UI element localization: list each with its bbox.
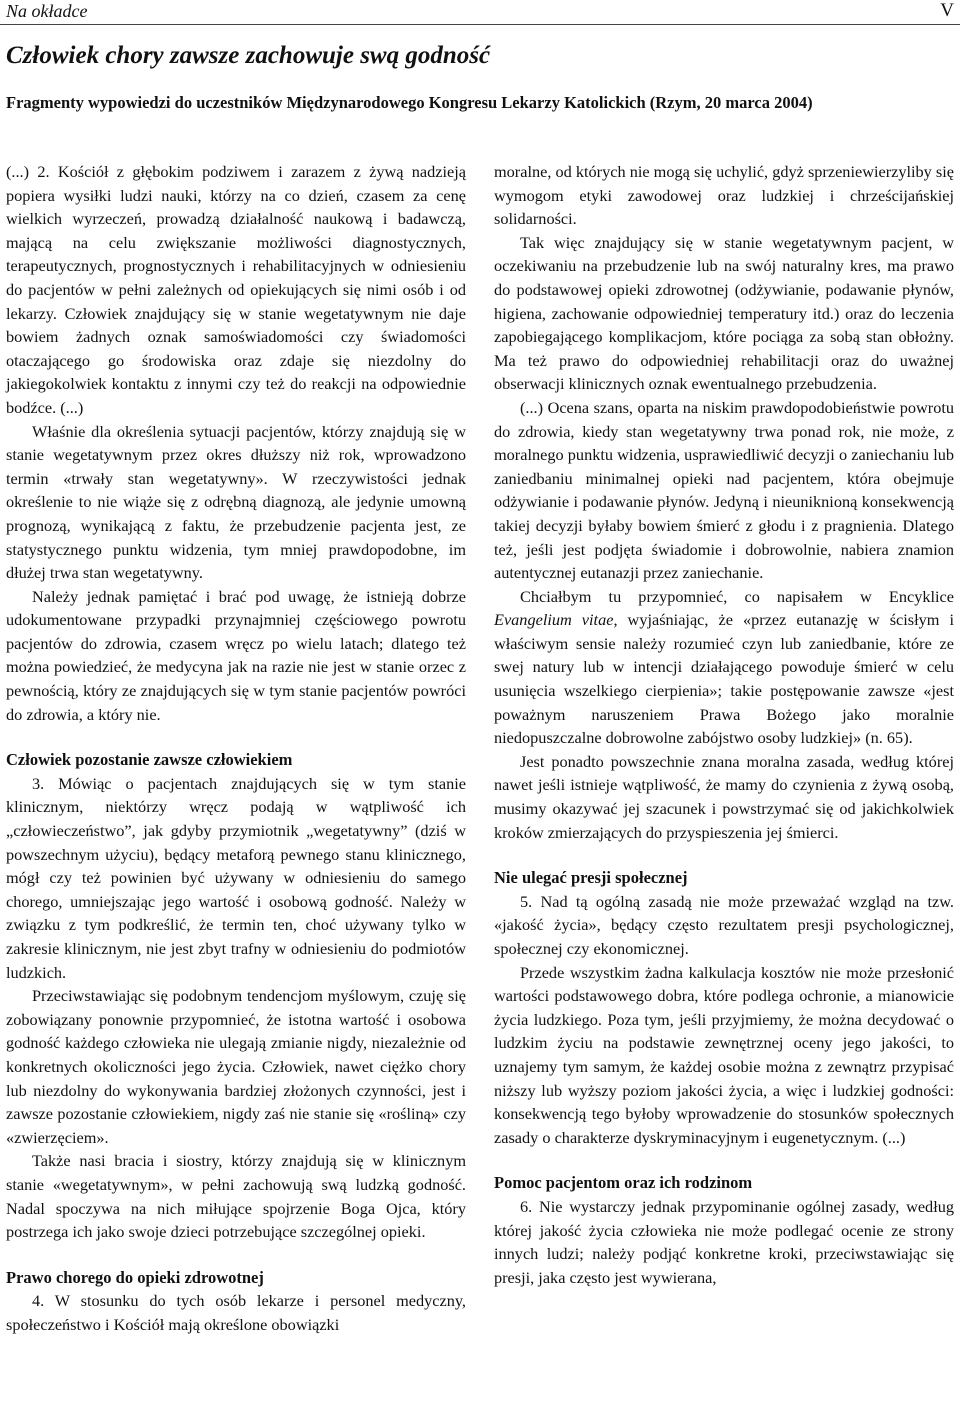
paragraph: Także nasi bracia i siostry, którzy znajdują się w klinicznym stanie «wegetatywnym», w pełni zachowują swą ludzką godność. Nadal spoczywa na nich miłujące spojrzenie Boga Ojca, który postrzega ich jako swoje dzieci potrzebujące szczególnej opieki.: [6, 1151, 466, 1242]
paragraph: Właśnie dla określenia sytuacji pacjentów, którzy znajdują się w stanie wegetatywnym przez okres dłuższy niż rok, wprowadzono termin «trwały stan wegetatywny». W rzeczywistości jednak określenie to nie wiąże się z odrębną diagnozą, ale jedynie umowną prognozą, wynikającą z faktu, że przebudzenie pacjenta jest, ze statystycznego punktu widzenia, tym mniej prawdopodobne, im dłużej trwa stan wegetatywny.: [6, 421, 466, 583]
paragraph: 6. Nie wystarczy jednak przypominanie ogólnej zasady, według której jakość życia człowieka nie może podlegać ocenie ze strony innych ludzi; należy podjąć konkretne kroki, przeciwstawiając się presji, jaka często jest wywierana,: [494, 1196, 954, 1287]
header-divider: [0, 24, 960, 25]
paragraph: Tak więc znajdujący się w stanie wegetatywnym pacjent, w oczekiwaniu na przebudzenie lub na swój naturalny kres, ma prawo do podstawowej opieki zdrowotnej (odżywianie, podawanie płynów, higiena, zachowanie odpowiedniej temperatury itd.) oraz do leczenia zapobiegającego komplikacjom, które pociąga za sobą stan obłożny. Ma też prawo do odpowiedniej rehabilitacji oraz do uważnej obserwacji klinicznych oznak ewentualnego przebudzenia.: [494, 232, 954, 394]
running-header: [0, 0, 960, 22]
paragraph: 4. W stosunku do tych osób lekarze i personel medyczny, społeczeństwo i Kościół mają określone obowiązki: [6, 1291, 466, 1334]
right-column: [494, 160, 954, 1289]
section-heading: Prawo chorego do opieki zdrowotnej: [6, 1267, 264, 1287]
paragraph: (...) 2. Kościół z głębokim podziwem i zarazem z żywą nadzieją popiera wysiłki ludzi nauki, którzy na co dzień, czasem za cenę wielkich wyrzeczeń, prowadzą działalność naukową i badawczą, mającą na celu zwiększanie możliwości diagnostycznych, terapeutycznych, prognostycznych i rehabilitacyjnych w odniesieniu do pacjentów w pełni zależnych od opiekujących się nimi osób i od lekarzy. Człowiek znajdujący się w stanie wegetatywnym nie daje bowiem żadnych oznak samoświadomości czy świadomości otaczającego go środowiska oraz zdaje się niezdolny do jakiegokolwiek kontaktu z innymi czy też do reakcji na odpowiednie bodźce. (...): [6, 162, 466, 417]
paragraph: Należy jednak pamiętać i brać pod uwagę, że istnieją dobrze udokumentowane przypadki przynajmniej częściowego powrotu pacjentów do zdrowia, czasem wręcz po wielu latach; dlatego też można powiedzieć, że medycyna jak na razie nie jest w stanie orzec z pewnością, który ze znajdujących się w tym stanie pacjentów powróci do zdrowia, a który nie.: [6, 586, 466, 724]
paragraph: 5. Nad tą ogólną zasadą nie może przeważać wzgląd na tzw. «jakość życia», będący często rezultatem presji psychologicznej, społecznej czy ekonomicznej.: [494, 891, 954, 958]
paragraph: Przeciwstawiając się podobnym tendencjom myślowym, czuję się zobowiązany ponownie przypomnieć, że istotna wartość i osobowa godność każdego człowieka nie ulegają zmianie nigdy, niezależnie od konkretnych okoliczności jego życia. Człowiek, nawet ciężko chory lub niezdolny do wykonywania bardziej złożonych czynności, jest i zawsze pozostanie człowiekiem, nigdy zaś nie stanie się «rośliną» czy «zwierzęciem».: [6, 986, 466, 1147]
paragraph: moralne, od których nie mogą się uchylić, gdyż sprzeniewierzyliby się wymogom etyki zawodowej oraz ludzkiej i chrześcijańskiej solidarności.: [494, 162, 954, 229]
section-heading: Człowiek pozostanie zawsze człowiekiem: [6, 750, 293, 770]
paragraph: 3. Mówiąc o pacjentach znajdujących się w tym stanie klinicznym, niektórzy wręcz podają w wątpliwość ich „człowieczeństwo”, jak gdyby przymiotnik „wegetatywny” (dziś w powszechnym użyciu), będący metaforą pewnego stanu klinicznego, mógł czy też powinien być używany w odniesieniu do samego chorego, umniejszając jego wartość i osobową godność. Należy w związku z tym podkreślić, że termin ten, choć używany tylko w zakresie klinicznym, nie jest zbyt trafny w odniesieniu do podmiotów ludzkich.: [6, 773, 466, 982]
left-column: [6, 160, 466, 1337]
paragraph-text: Chciałbym tu przypomnieć, co napisałem w Encyklice: [520, 586, 954, 606]
paragraph: [494, 585, 954, 750]
section-heading: Pomoc pacjentom oraz ich rodzinom: [494, 1173, 753, 1193]
page-number: V: [940, 0, 954, 21]
encyclical-title: Evangelium vitae: [494, 610, 614, 630]
section-name: Na okładce: [6, 1, 88, 21]
paragraph: Jest ponadto powszechnie znana moralna zasada, według której nawet jeśli istnieje wątpliwość, że mamy do czynienia z żywą osobą, musimy okazywać jej szacunek i powstrzymać się od jakichkolwiek kroków zmierzających do przyspieszenia jej śmierci.: [494, 751, 954, 842]
paragraph: Przede wszystkim żadna kalkulacja kosztów nie może przesłonić wartości podstawowego dobra, które podlega ochronie, a mianowicie życia ludzkiego. Poza tym, jeśli przyjmiemy, że można decydować o ludzkim życiu na podstawie zewnętrznej oceny jego jakości, to uznajemy tym samym, że każdej osobie można z zewnątrz przypisać niższy lub wyższy poziom jakości życia, a więc i ludzkiej godności: konsekwencją tego byłoby wprowadzenie do stosunków społecznych zasady o charakterze dyskryminacyjnym i eugenetycznym. (...): [494, 962, 954, 1147]
paragraph: (...) Ocena szans, oparta na niskim prawdopodobieństwie powrotu do zdrowia, kiedy stan wegetatywny trwa ponad rok, nie może, z moralnego punktu widzenia, usprawiedliwić decyzji o zaniechaniu lub zaniedbaniu minimalnej opieki nad pacjentem, która obejmuje odżywianie i podawanie płynów. Jedyną i nieuniknioną konsekwencją takiej decyzji byłaby bowiem śmierć z głodu i z pragnienia. Dlatego też, jeśli jest podjęta świadomie i dobrowolnie, nabiera znamion autentycznej eutanazji przez zaniechanie.: [494, 397, 954, 583]
paragraph-text: , wyjaśniając, że «przez eutanazję w ścisłym i właściwym sensie należy rozumieć czyn lub zaniedbanie, które ze swej natury lub w intencji działającego powoduje śmierć w celu usunięcia wszelkiego cierpienia»; takie postępowanie zawsze «jest poważnym naruszeniem Prawa Bożego jako moralnie niedopuszczalne dobrowolne zabójstwo osoby ludzkiej» (n. 65).: [494, 610, 955, 748]
article-title: Człowiek chory zawsze zachowuje swą godność: [6, 42, 491, 69]
article-subtitle: Fragmenty wypowiedzi do uczestników Międzynarodowego Kongresu Lekarzy Katolickich (Rzym, 20 marca 2004): [6, 93, 813, 112]
section-heading: Nie ulegać presji społecznej: [494, 868, 688, 888]
